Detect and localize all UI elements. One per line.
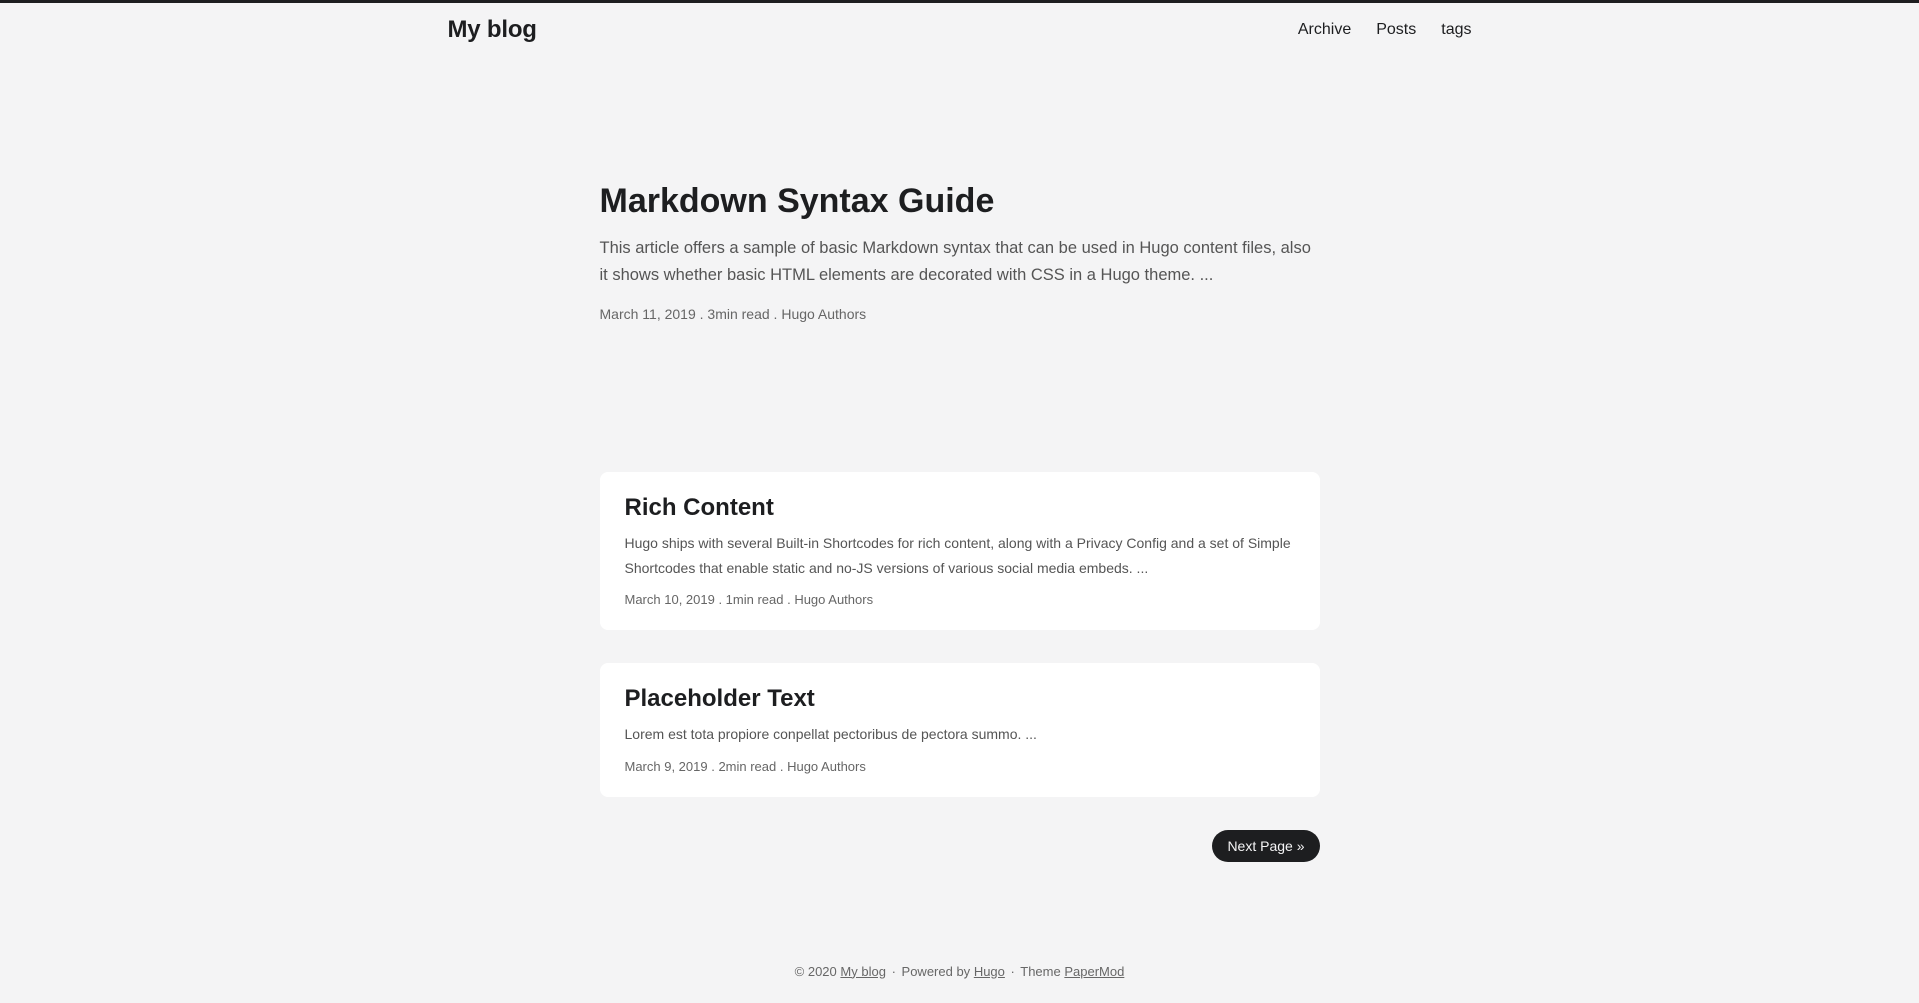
footer-separator: ·	[891, 963, 896, 979]
nav-item-tags[interactable]: tags	[1441, 21, 1472, 38]
featured-post-description: This article offers a sample of basic Markdown syntax that can be used in Hugo content files, also it shows whether basic HTML elements are decorated with CSS in a Hugo theme. ...	[599, 239, 1311, 285]
post-title: Rich Content	[624, 493, 774, 521]
footer-separator: ·	[1010, 963, 1015, 979]
footer-papermod-link[interactable]: PaperMod	[1064, 963, 1125, 979]
footer-copyright: © 2020	[794, 963, 837, 979]
main-nav	[1298, 21, 1472, 39]
site-logo[interactable]: My blog	[447, 16, 537, 43]
site-header	[424, 3, 1496, 57]
main-content	[576, 179, 1344, 862]
featured-post-meta: March 11, 2019 . 3min read . Hugo Authors	[599, 305, 867, 322]
post-entry-rich-content[interactable]	[600, 472, 1320, 631]
nav-item-archive[interactable]: Archive	[1297, 21, 1352, 38]
post-description: Hugo ships with several Built-in Shortcodes for rich content, along with a Privacy Config and a set of Simple Shortcodes that enable static and no-JS versions of various social media embeds. ...	[624, 534, 1291, 576]
pagination	[600, 830, 1320, 862]
featured-post-entry[interactable]	[600, 179, 1320, 322]
footer-site-link[interactable]: My blog	[840, 963, 886, 979]
post-meta: March 9, 2019 . 2min read . Hugo Authors	[624, 758, 866, 774]
site-footer	[0, 862, 1919, 1003]
nav-item-posts[interactable]: Posts	[1376, 21, 1417, 38]
post-entry-placeholder-text[interactable]	[600, 663, 1320, 796]
next-page-button[interactable]: Next Page »	[1212, 830, 1319, 862]
post-title: Placeholder Text	[624, 685, 815, 713]
footer-powered-by-label: Powered by	[901, 963, 971, 979]
footer-theme-label: Theme	[1020, 963, 1061, 979]
post-meta: March 10, 2019 . 1min read . Hugo Authors	[624, 592, 874, 608]
featured-post-title: Markdown Syntax Guide	[599, 182, 995, 220]
footer-hugo-link[interactable]: Hugo	[973, 963, 1005, 979]
post-description: Lorem est tota propiore conpellat pectoribus de pectora summo. ...	[624, 726, 1037, 743]
